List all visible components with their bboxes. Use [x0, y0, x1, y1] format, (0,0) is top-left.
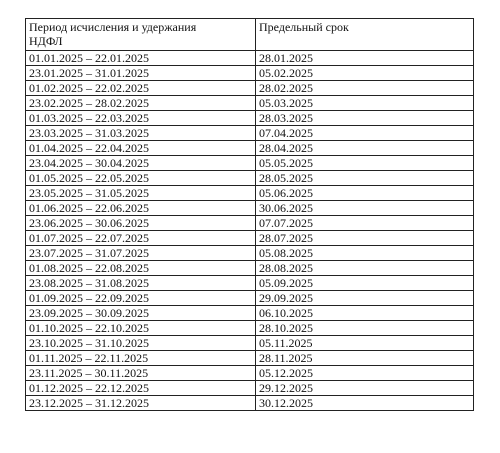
deadline-cell: 30.12.2025 [256, 396, 474, 411]
table-body [26, 51, 474, 411]
period-cell: 01.07.2025 – 22.07.2025 [26, 231, 256, 246]
period-cell: 01.03.2025 – 22.03.2025 [26, 111, 256, 126]
deadline-cell: 29.12.2025 [256, 381, 474, 396]
deadline-cell: 28.04.2025 [256, 141, 474, 156]
deadline-cell: 05.11.2025 [256, 336, 474, 351]
period-cell: 01.11.2025 – 22.11.2025 [26, 351, 256, 366]
table-row [26, 231, 474, 246]
deadline-cell: 07.04.2025 [256, 126, 474, 141]
table-row [26, 336, 474, 351]
period-cell: 23.07.2025 – 31.07.2025 [26, 246, 256, 261]
table-row [26, 141, 474, 156]
period-cell: 23.06.2025 – 30.06.2025 [26, 216, 256, 231]
deadline-cell: 28.01.2025 [256, 51, 474, 66]
deadline-cell: 05.09.2025 [256, 276, 474, 291]
period-header-line2: НДФЛ [29, 34, 63, 48]
deadline-cell: 29.09.2025 [256, 291, 474, 306]
deadline-cell: 05.06.2025 [256, 186, 474, 201]
table-row [26, 216, 474, 231]
period-cell: 01.04.2025 – 22.04.2025 [26, 141, 256, 156]
deadline-cell: 05.12.2025 [256, 366, 474, 381]
deadline-cell: 28.11.2025 [256, 351, 474, 366]
ndfl-deadline-table [25, 18, 474, 411]
deadline-table-container [25, 18, 473, 411]
deadline-cell: 28.08.2025 [256, 261, 474, 276]
table-row [26, 291, 474, 306]
table-row [26, 366, 474, 381]
period-cell: 23.03.2025 – 31.03.2025 [26, 126, 256, 141]
period-cell: 01.01.2025 – 22.01.2025 [26, 51, 256, 66]
table-row [26, 276, 474, 291]
period-cell: 01.02.2025 – 22.02.2025 [26, 81, 256, 96]
period-cell: 01.10.2025 – 22.10.2025 [26, 321, 256, 336]
period-cell: 01.09.2025 – 22.09.2025 [26, 291, 256, 306]
table-row [26, 96, 474, 111]
deadline-cell: 28.10.2025 [256, 321, 474, 336]
table-row [26, 51, 474, 66]
table-row [26, 171, 474, 186]
period-cell: 23.05.2025 – 31.05.2025 [26, 186, 256, 201]
table-row [26, 81, 474, 96]
period-cell: 01.08.2025 – 22.08.2025 [26, 261, 256, 276]
deadline-cell: 28.05.2025 [256, 171, 474, 186]
period-cell: 01.12.2025 – 22.12.2025 [26, 381, 256, 396]
table-row [26, 396, 474, 411]
period-cell: 23.02.2025 – 28.02.2025 [26, 96, 256, 111]
deadline-cell: 06.10.2025 [256, 306, 474, 321]
table-row [26, 351, 474, 366]
period-cell: 23.11.2025 – 30.11.2025 [26, 366, 256, 381]
table-row [26, 111, 474, 126]
table-row [26, 306, 474, 321]
deadline-cell: 05.08.2025 [256, 246, 474, 261]
header-row [26, 19, 474, 51]
period-cell: 01.06.2025 – 22.06.2025 [26, 201, 256, 216]
table-row [26, 321, 474, 336]
period-header-line1: Период исчисления и удержания [29, 20, 197, 34]
deadline-cell: 28.03.2025 [256, 111, 474, 126]
table-row [26, 126, 474, 141]
table-row [26, 246, 474, 261]
period-column-header [26, 19, 256, 51]
period-cell: 23.10.2025 – 31.10.2025 [26, 336, 256, 351]
deadline-cell: 28.02.2025 [256, 81, 474, 96]
period-cell: 01.05.2025 – 22.05.2025 [26, 171, 256, 186]
deadline-cell: 05.05.2025 [256, 156, 474, 171]
table-row [26, 201, 474, 216]
period-cell: 23.04.2025 – 30.04.2025 [26, 156, 256, 171]
table-row [26, 66, 474, 81]
deadline-column-header: Предельный срок [256, 19, 474, 51]
period-cell: 23.12.2025 – 31.12.2025 [26, 396, 256, 411]
deadline-cell: 30.06.2025 [256, 201, 474, 216]
deadline-cell: 07.07.2025 [256, 216, 474, 231]
table-row [26, 156, 474, 171]
deadline-cell: 05.03.2025 [256, 96, 474, 111]
table-row [26, 186, 474, 201]
period-cell: 23.09.2025 – 30.09.2025 [26, 306, 256, 321]
table-row [26, 261, 474, 276]
table-row [26, 381, 474, 396]
deadline-cell: 28.07.2025 [256, 231, 474, 246]
period-cell: 23.08.2025 – 31.08.2025 [26, 276, 256, 291]
table-header [26, 19, 474, 51]
deadline-cell: 05.02.2025 [256, 66, 474, 81]
period-cell: 23.01.2025 – 31.01.2025 [26, 66, 256, 81]
